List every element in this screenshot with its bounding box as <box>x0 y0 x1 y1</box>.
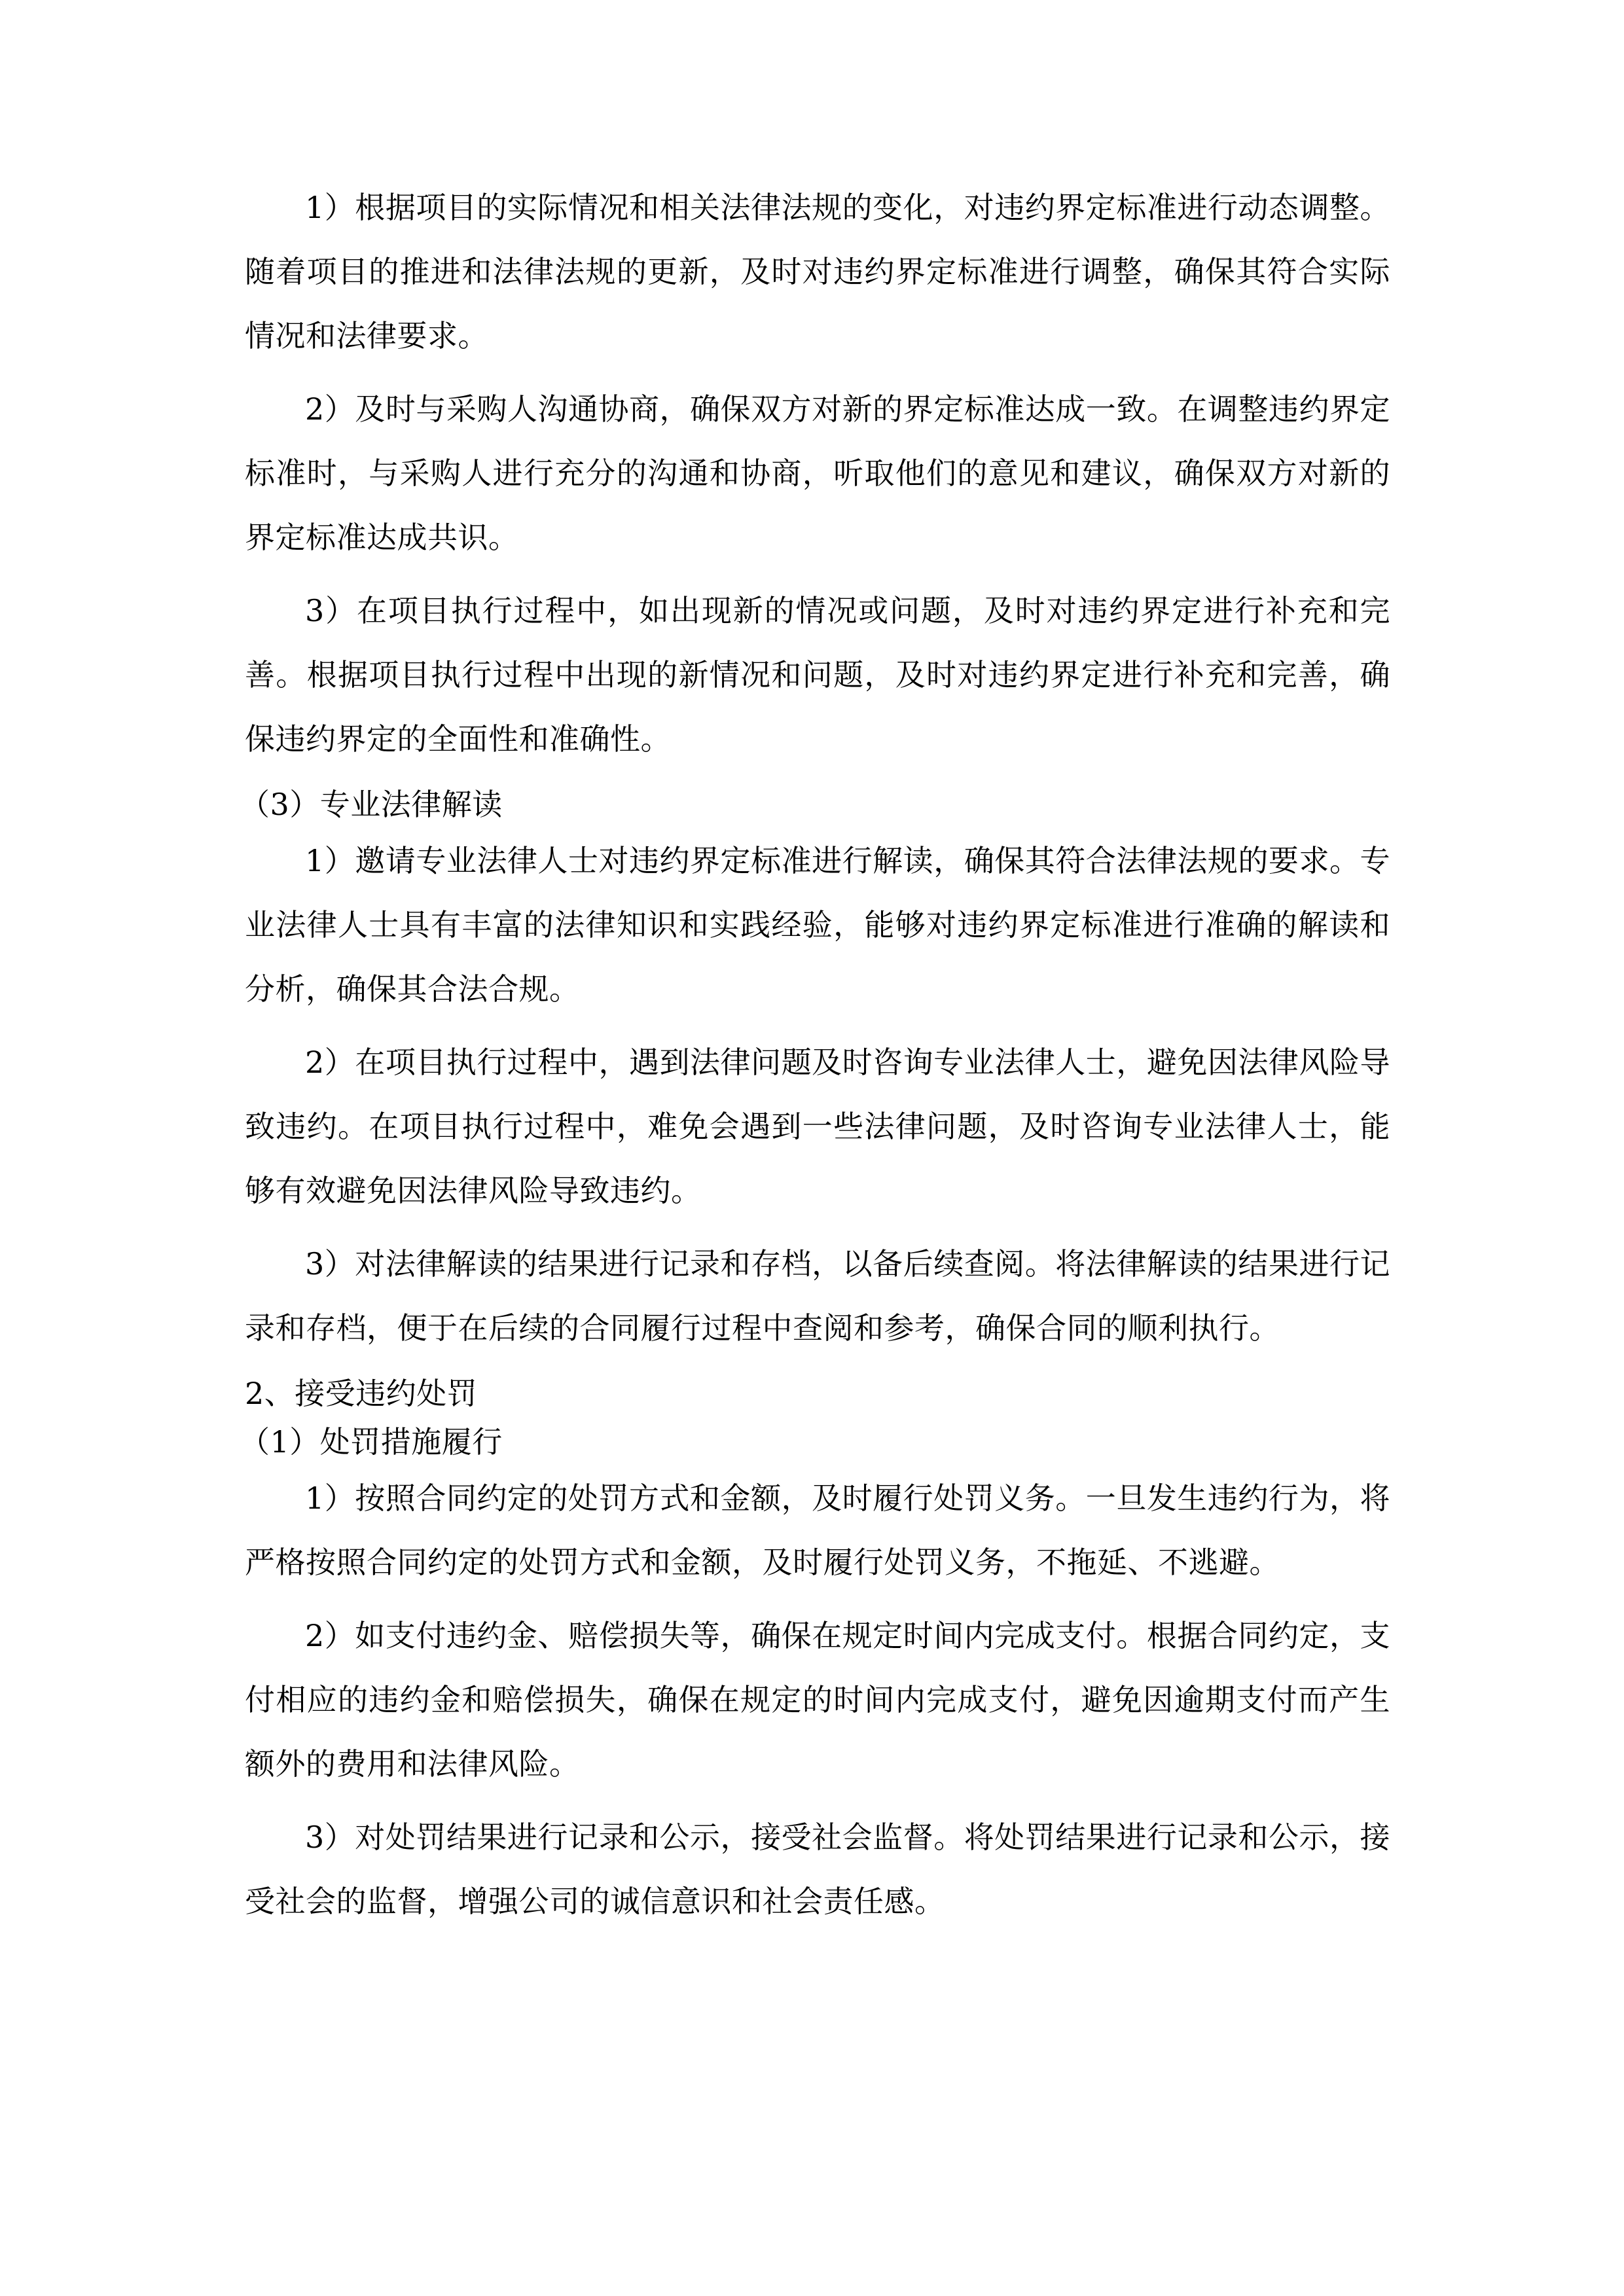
subheading-legal-interpretation: （3）专业法律解读 <box>240 787 503 822</box>
paragraph-publicize-results: 3）对处罚结果进行记录和公示，接受社会监督。将处罚结果进行记录和公示，接受社会的监督，增强公司的诚信意识和社会责任感。 <box>245 1820 1390 1919</box>
paragraph-negotiate-purchaser: 2）及时与采购人沟通协商，确保双方对新的界定标准达成一致。在调整违约界定标准时，与采购人进行充分的沟通和协商，听取他们的意见和建议，确保双方对新的界定标准达成共识。 <box>245 391 1390 555</box>
paragraph-fulfill-penalty: 1）按照合同约定的处罚方式和金额，及时履行处罚义务。一旦发生违约行为，将严格按照合同约定的处罚方式和金额，及时履行处罚义务，不拖延、不逃避。 <box>245 1480 1390 1580</box>
subheading-penalty-fulfillment: （1）处罚措施履行 <box>240 1424 503 1460</box>
paragraph-invite-legal-experts: 1）邀请专业法律人士对违约界定标准进行解读，确保其符合法律法规的要求。专业法律人士具有丰富的法律知识和实践经验，能够对违约界定标准进行准确的解读和分析，确保其合法合规。 <box>245 843 1390 1007</box>
paragraph-adjust-standards: 1）根据项目的实际情况和相关法律法规的变化，对违约界定标准进行动态调整。随着项目的推进和法律法规的更新，及时对违约界定标准进行调整，确保其符合实际情况和法律要求。 <box>245 190 1390 353</box>
paragraph-pay-compensation: 2）如支付违约金、赔偿损失等，确保在规定时间内完成支付。根据合同约定，支付相应的违约金和赔偿损失，确保在规定的时间内完成支付，避免因逾期支付而产生额外的费用和法律风险。 <box>245 1618 1390 1782</box>
paragraph-supplement-definition: 3）在项目执行过程中，如出现新的情况或问题，及时对违约界定进行补充和完善。根据项目执行过程中出现的新情况和问题，及时对违约界定进行补充和完善，确保违约界定的全面性和准确性。 <box>245 593 1390 757</box>
paragraph-record-interpretation: 3）对法律解读的结果进行记录和存档，以备后续查阅。将法律解读的结果进行记录和存档，便于在后续的合同履行过程中查阅和参考，确保合同的顺利执行。 <box>245 1246 1390 1346</box>
section-heading-accept-penalty: 2、接受违约处罚 <box>245 1376 478 1411</box>
document-body <box>240 175 1390 1943</box>
paragraph-consult-legal-issues: 2）在项目执行过程中，遇到法律问题及时咨询专业法律人士，避免因法律风险导致违约。在项目执行过程中，难免会遇到一些法律问题，及时咨询专业法律人士，能够有效避免因法律风险导致违约。 <box>245 1045 1390 1208</box>
